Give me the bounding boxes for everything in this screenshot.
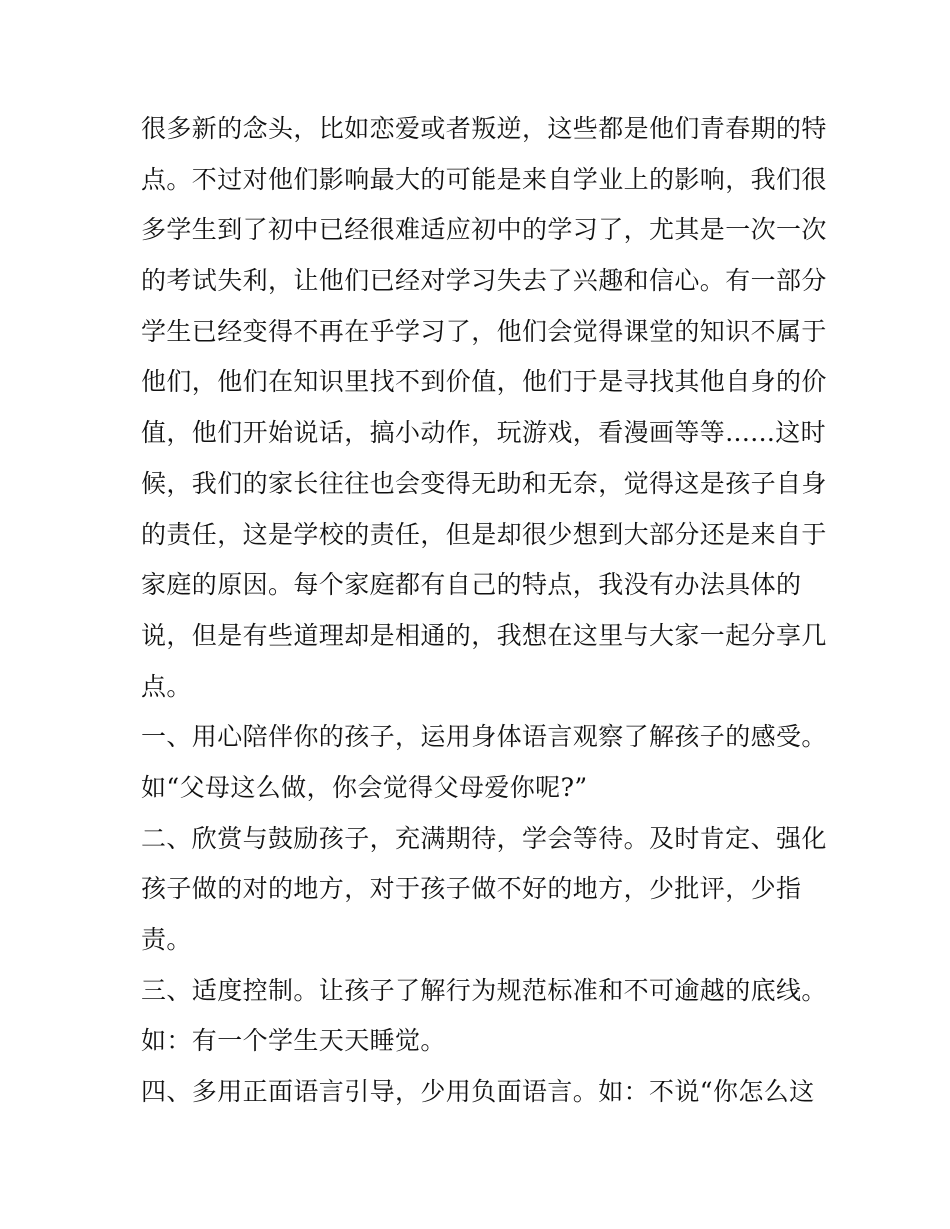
list-item-1: 一、用心陪伴你的孩子，运用身体语言观察了解孩子的感受。 (141, 722, 827, 752)
text-line: 如“父母这么做，你会觉得父母爱你呢?” (141, 772, 588, 802)
text-line: 值，他们开始说话，搞小动作，玩游戏，看漫画等等......这时 (141, 418, 827, 448)
text-line: 的考试失利，让他们已经对学习失去了兴趣和信心。有一部分 (141, 266, 827, 296)
text-line: 点。不过对他们影响最大的可能是来自学业上的影响，我们很 (141, 164, 827, 194)
text-line: 的责任，这是学校的责任，但是却很少想到大部分还是来自于 (141, 519, 827, 549)
list-item-3: 三、适度控制。让孩子了解行为规范标准和不可逾越的底线。 (141, 975, 827, 1005)
text-line: 点。 (141, 671, 192, 701)
text-line: 责。 (141, 925, 192, 954)
list-item-4: 四、多用正面语言引导，少用负面语言。如：不说“你怎么这 (141, 1077, 815, 1107)
body-text (141, 104, 827, 1118)
text-line: 多学生到了初中已经很难适应初中的学习了，尤其是一次一次 (141, 215, 827, 245)
list-item-2: 二、欣赏与鼓励孩子，充满期待，学会等待。及时肯定、强化 (141, 823, 827, 853)
text-line: 候，我们的家长往往也会变得无助和无奈，觉得这是孩子自身 (141, 468, 827, 498)
text-line: 如：有一个学生天天睡觉。 (141, 1026, 446, 1056)
text-line: 家庭的原因。每个家庭都有自己的特点，我没有办法具体的 (141, 570, 802, 600)
text-line: 很多新的念头，比如恋爱或者叛逆，这些都是他们青春期的特 (141, 114, 827, 143)
text-line: 学生已经变得不再在乎学习了，他们会觉得课堂的知识不属于 (141, 316, 827, 346)
text-line: 他们，他们在知识里找不到价值，他们于是寻找其他自身的价 (141, 367, 827, 397)
text-line: 说，但是有些道理却是相通的，我想在这里与大家一起分享几 (141, 620, 827, 650)
text-line: 孩子做的对的地方，对于孩子做不好的地方，少批评，少指 (141, 874, 802, 904)
